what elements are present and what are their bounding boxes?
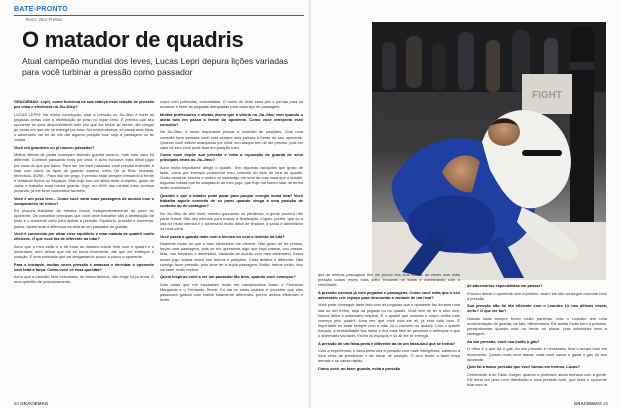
interview-answer: Eu procuro trabalhar da mesma forma, independentemente do peso do oponente. Os conceitos principais que você deve trabalhar são a distribuição de peso e o momento certo para aplicar a pressão. Equilíbrio, pressão e momento, juntos, fazem toda a diferença na vida de um passador de guarda. — [14, 208, 154, 229]
interview-question: Ao dar pressão, você usa muito o gás? — [467, 338, 540, 344]
section-rule — [14, 15, 304, 16]
folio-right: GRACIEMAG 15 — [573, 401, 608, 406]
interview-answer: corpo com joelhadas, cotoveladas. O modo de estar seus pés e pernas para se encaixar e fazer as pegadas adequadas para cada tipo de passagem. — [160, 99, 303, 110]
section-kicker: BATE-PRONTO — [14, 6, 68, 13]
right-column-a — [318, 272, 460, 400]
article-deck: Atual campeão mundial dos leves, Lucas Lepri depura lições variadas para você turbinar a pressão como passador — [22, 56, 289, 77]
interview-question: Quando é que o lutador pode parar para poupar energia numa luta? Você trabalha aquele conceito de só parar quando chega a uma posição de conforto ou de vantagem? — [160, 193, 303, 209]
fight-photo — [372, 22, 606, 280]
interview-question: Você é um peso leve... Como você varia suas passagens de acordo com o companheiro de treino? — [14, 195, 154, 206]
interview-answer: No Jiu-Jitsu de alto nível, mesmo ganhando ou perdendo, a gente procura não parar nunca. São dez minutos para buscar a finalização. Lógico, porém, que se a luta for muito intensa e o adversário muito difícil de finalizar, a saída é administrar na hora certa. — [160, 210, 303, 232]
interview-answer: Com a experiência, o faixa-preta usa a pressão com mais inteligência, sabendo a hora certa de pressionar e de trocar de posição. O azul tende a fazer força demais e se cansa rápido. — [318, 348, 460, 364]
interview-question: A pressão começa já com pegadas e passagens. Como você evita que o seu adversário crie espaço para desmontar a vontade de um rival? — [318, 289, 460, 300]
interview-question: Como você, ao fazer guarda, evita a pressão — [318, 366, 401, 371]
article-title: O matador de quadris — [22, 27, 244, 52]
interview-answer: O ritmo é o que dá o gás. Ao dar pressão é necessário ficar o tempo todo em movimento. Quanto mais você atacar, mais você cansa e gasta o gás do seu oponente. — [467, 346, 607, 362]
interview-answer: Dois caras que me inspiraram muito em campeonatos foram o Fernando Margarida e o Fernando Terere. Eu via os caras lutarem e perceber que eles passavam guarda com estilos totalmente diferentes, porém ambos eficientes e leves. — [160, 281, 303, 303]
interview-answer: Certamente a do Fabio Gurgel, quando o professor ainda treinava com a gente. Ele tinha um peso bem distribuído e uma pressão forte, que fazia o oponente ficar sem ar. — [467, 371, 607, 387]
interview-answer: Acho que a pressão bem executada, de forma técnica, não exige força bruta. É uma questão de posicionamento. — [14, 274, 154, 285]
interview-question: Como você impõe sua pressão e evita a reposição de guarda de seus principais rivais no Jiu-Jitsu? — [160, 152, 303, 163]
interview-question: Muitos professores e atletas dizem que a vitória no Jiu-Jitsu vem quando o atleta tuta em passo à frente do oponente. Como você interpreta esse conceito? — [160, 111, 303, 127]
interview-question: Sua pressão não foi tão eficiente com o Leandro Lo nas últimas vezes, certo? O que ele faz? — [467, 303, 607, 314]
byline: Texto: Vitor Freitas — [25, 17, 63, 22]
interview-question: GRACIEMAG: Lepri, como funciona na sua cabeça essa relação de pressão por cima e eficiência no Jiu-Jitsu? — [14, 99, 154, 110]
interview-question: Qual foi a maior pressão que você tomou em treinos, Lucas? — [467, 364, 580, 370]
interview-answer: No Jiu-Jitsu, é muito importante pensar a conexão de posições. Com uma conexão bem treinada você está sempre dois passos à frente do seu oponente. Quando você estiver avançando por cima, seu ataque tem de ser preciso, pois em caso de erro você pode ficar em posição ruim. — [160, 129, 303, 150]
left-column-b — [160, 99, 303, 399]
banner-text: FIGHT — [532, 90, 562, 101]
jiu-jitsu-image — [372, 22, 606, 280]
interview-answer: Você pode conseguir fazer isso com as pegadas que o oponente faz durante uma luta ou um treino, seja na pegada ou no quadril. Você tem de ter o olho vivo. Nunca deixe o adversário respirar. É o quadril que conecta o corpo, então tudo começa pelo quadril. Uma vez que você cola ele ali, já está tudo bem. É importante eu estar sempre com a mão ou o cotovelo no quadril. Com o quadril travado, a sensibilidade fica maior e fica mais fácil de perceber e antecipar o que o adversário vai fazer. Fecha os espaços e só ali ele se entrega. — [318, 302, 460, 339]
interview-answer: Procuro deixar o oponente sem equilíbrio, assim ele não consegue executar bem a pressão. — [467, 290, 607, 301]
interview-question: Você era guardeiro ou já nasceu passador? — [14, 144, 95, 150]
interview-answer: que as minhas passagens têm um pouco dos dois estilos: às vezes com mais pressão outras vezes mais solto, trocando os lados e combinando com a velocidade. — [318, 272, 460, 288]
interview-question: A pressão de um faixa-preta é diferente da de um faixa-azul que se treina? — [318, 340, 456, 346]
interview-answer: Muitos atletas de ponta começam fazendo guarda mesmo, mas meu caso foi diferente. Comecei passando mais por cima, e acho inclusive mais difícil jogar por cima do que por baixo. Para ser um bom passador você precisa entender e lidar com todos os tipos de guarda: aranha, meia, De la Riva, fechada, berimbolo, 50/50... Para não ser pego, é preciso estar sempre pensando à frente e tentando fechar os espaços. Mas hoje sou um atleta mais completo, gosto de variar e trabalho mais minha guarda. Hoje, em 60% das minhas lutas começo puxando, já me sinto confortável também. — [14, 152, 154, 193]
interview-question: Você passa a guarda mais com a técnica ou com o instinto na luta? — [160, 233, 285, 239]
interview-answer: Nossas lutas sempre foram muito parelhas, mas o Leandro tem uma movimentação de guarda, de fato, diferenciada. Ele aceita muito bem a pressão, principalmente quando está na frente no placar, pois administra bem a vantagem. — [467, 315, 607, 337]
interview-answer: Acho que o meu estilo é o de estar ao máximo travar forte com o quadril e o adversário, sem deixar que ele se mova livremente, até que ele entregue a posição. É uma sufocada que vai desgastando pouco a pouco o oponente. — [14, 243, 154, 260]
interview-question: Quem inspirou você a ser um passador tão bom, quando você começou? — [160, 274, 296, 280]
interview-question: Você é conhecido por atuar esse equilíbrio e uma matada de quadril muito eficiente. O que você faz de diferente ao lutar? — [14, 231, 154, 242]
interview-question: de adversários especialistas em passar? — [467, 283, 543, 288]
interview-answer: LUCAS LEPRI: Na minha concepção, usar a pressão no Jiu-Jitsu é fazer as pegadas certas com a distribuição de peso no lugar certo. É preciso que seu oponente se sinta desconfortável todo vez que ele tentar se mexer, até chegar ao ponto em que ele se entrega por total. Na minha cabeça, só passa uma ideia: o adversário vai ter de me dar alguma posição boa, seja a passagem ou as costas. — [14, 111, 154, 143]
interview-question: Para o iniciante, muitas vezes pressão é amassar e derrubar o oponente com toda a força. Como você vê essa questão? — [14, 261, 154, 272]
right-column-b — [467, 283, 607, 400]
left-column-a — [14, 99, 154, 399]
interview-answer: Depende muito do que o meu adversário me oferece. Não gosto de ter pressa, forçar uma passagem, pois se ele apresenta algo que faça passar, vou passar. Mas, vou forçando o adversário. Variando de acordo com meu adversário, treino nesse jogo muitas vezes nos treinos e posições. Cada detalhe é diferente. Não consigo fazer pressão, pois deve ter a dupla passagem. Então, treinar muito, isso vai fazer muito melhor. — [160, 241, 303, 272]
page-gutter — [309, 0, 311, 408]
folio-left: 84 GRACIEMAG — [14, 401, 49, 406]
interview-answer: Acho muito importante atingir o quadril. Tem algumas variações que gosto de fazer, como por exemplo posicionar meu cotovelo do lado de fora do quadril. Gosto ainda de colocar o ombro no estômago em uma de cote cosa que o quadril. Algumas coisas que fui adaptando ao meu jogo, que hoje me fazem lutar de forma muito confortável. — [160, 165, 303, 191]
